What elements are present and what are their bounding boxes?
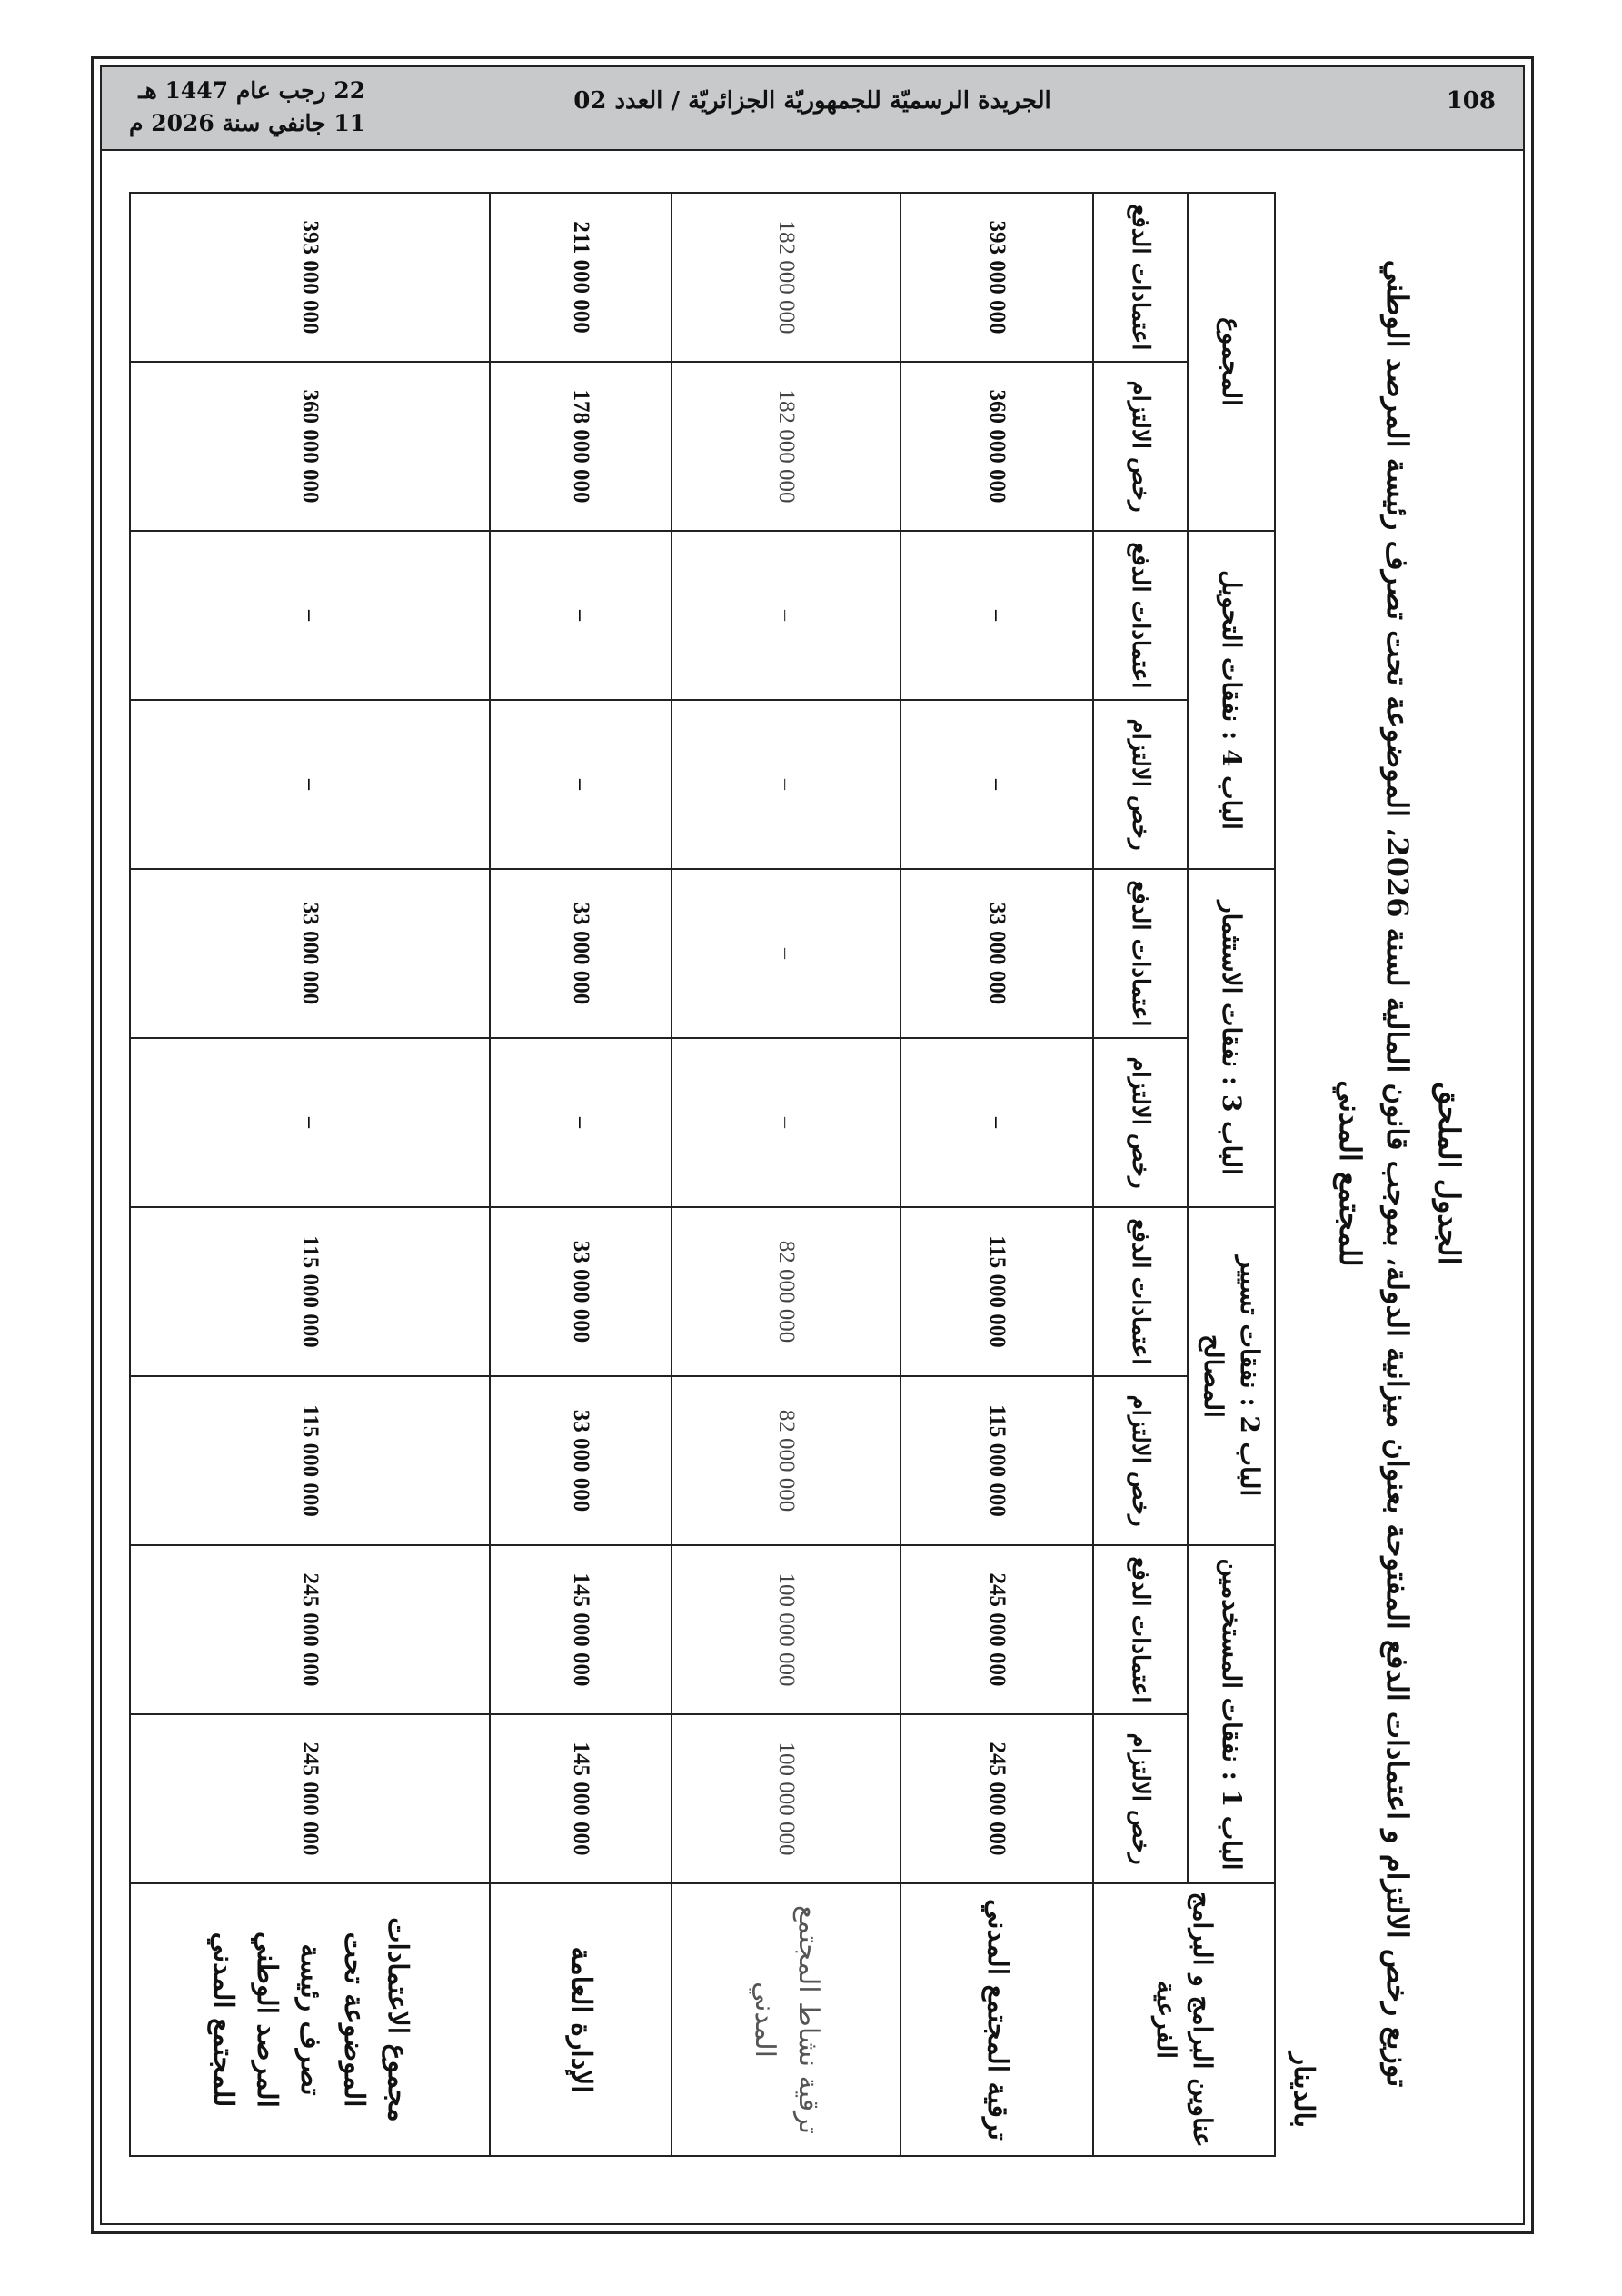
table-row — [672, 193, 901, 2156]
table-row-total — [130, 193, 490, 2156]
value-cell: – — [672, 700, 901, 869]
sub-header-payment: اعتمادات الدفع — [1093, 1545, 1188, 1714]
row-program-name: ترقية المجتمع المدني — [901, 1883, 1093, 2156]
value-cell: – — [672, 1038, 901, 1207]
header-row-sub — [1093, 193, 1188, 2156]
value-cell: 245 000 000 — [130, 1714, 490, 1883]
value-cell: 182 000 000 — [672, 362, 901, 531]
group-header-total: المجموع — [1188, 193, 1275, 531]
value-cell: – — [672, 869, 901, 1038]
sub-header-commitment: رخص الالتزام — [1093, 700, 1188, 869]
value-cell: – — [490, 531, 672, 700]
program-header: عناوين البرامج و البرامج الفرعية — [1093, 1883, 1275, 2156]
date-hijri: 22 رجب عام 1447 هـ — [138, 77, 366, 104]
value-cell: 33 000 000 — [490, 1207, 672, 1376]
page-number: 108 — [1446, 87, 1496, 115]
value-cell: 33 000 000 — [901, 869, 1093, 1038]
group-header-2: الباب 2 : نفقات تسيير المصالح — [1188, 1207, 1275, 1545]
value-cell: 115 000 000 — [130, 1376, 490, 1545]
date-gregorian: 11 جانفي سنة 2026 م — [129, 110, 366, 136]
value-cell: 82 000 000 — [672, 1207, 901, 1376]
value-cell: 393 000 000 — [901, 193, 1093, 362]
journal-header — [102, 67, 1523, 151]
value-cell: – — [901, 531, 1093, 700]
value-cell: 360 000 000 — [130, 362, 490, 531]
value-cell: 245 000 000 — [901, 1545, 1093, 1714]
header-row-groups — [1188, 193, 1275, 2156]
value-cell: 115 000 000 — [130, 1207, 490, 1376]
value-cell: – — [130, 531, 490, 700]
sub-header-payment: اعتمادات الدفع — [1093, 1207, 1188, 1376]
value-cell: 33 000 000 — [490, 1376, 672, 1545]
value-cell: 115 000 000 — [901, 1207, 1093, 1376]
value-cell: 393 000 000 — [130, 193, 490, 362]
value-cell: 115 000 000 — [901, 1376, 1093, 1545]
value-cell: 245 000 000 — [130, 1545, 490, 1714]
journal-title: الجريدة الرسميّة للجمهوريّة الجزائريّة / العدد 02 — [573, 87, 1051, 115]
annex-table-label: الجدول الملحق — [1432, 1082, 1467, 1265]
value-cell: 360 000 000 — [901, 362, 1093, 531]
value-cell: 145 000 000 — [490, 1545, 672, 1714]
value-cell: – — [672, 531, 901, 700]
sub-header-commitment: رخص الالتزام — [1093, 1376, 1188, 1545]
value-cell: 211 000 000 — [490, 193, 672, 362]
value-cell: 33 000 000 — [490, 869, 672, 1038]
row-program-name: الإدارة العامة — [490, 1883, 672, 2156]
row-program-name: ترقية نشاط المجتمع المدني — [672, 1883, 901, 2156]
currency-unit: بالدينار — [1288, 2051, 1319, 2128]
rotated-table-section — [182, 192, 1472, 2155]
table-title: توزيع رخص الالتزام و اعتمادات الدفع المفتوحة بعنوان ميزانية الدولة، بموجب قانون المالية لسنة 2026، الموضوعة تحت تصرف رئيسة المرصد الوطني للمجتمع المدني — [1333, 259, 1415, 2088]
issue-date — [129, 75, 365, 140]
sub-header-payment: اعتمادات الدفع — [1093, 869, 1188, 1038]
value-cell: – — [901, 1038, 1093, 1207]
credits-distribution-table — [129, 192, 1276, 2157]
value-cell: 145 000 000 — [490, 1714, 672, 1883]
value-cell: – — [490, 700, 672, 869]
value-cell: – — [130, 700, 490, 869]
value-cell: – — [130, 1038, 490, 1207]
sub-header-commitment: رخص الالتزام — [1093, 362, 1188, 531]
sub-header-commitment: رخص الالتزام — [1093, 1714, 1188, 1883]
row-program-name: مجموع الاعتمادات الموضوعة تحت تصرف رئيسة المرصد الوطني للمجتمع المدني — [130, 1883, 490, 2156]
value-cell: 100 000 000 — [672, 1714, 901, 1883]
sub-header-commitment: رخص الالتزام — [1093, 1038, 1188, 1207]
value-cell: 182 000 000 — [672, 193, 901, 362]
value-cell: 245 000 000 — [901, 1714, 1093, 1883]
group-header-4: الباب 4 : نفقات التحويل — [1188, 531, 1275, 869]
table-row — [490, 193, 672, 2156]
value-cell: 178 000 000 — [490, 362, 672, 531]
table-row — [901, 193, 1093, 2156]
group-header-3: الباب 3 : نفقات الاستثمار — [1188, 869, 1275, 1207]
value-cell: – — [901, 700, 1093, 869]
value-cell: 82 000 000 — [672, 1376, 901, 1545]
value-cell: 100 000 000 — [672, 1545, 901, 1714]
sub-header-payment: اعتمادات الدفع — [1093, 193, 1188, 362]
value-cell: – — [490, 1038, 672, 1207]
group-header-1: الباب 1 : نفقات المستخدمين — [1188, 1545, 1275, 1883]
value-cell: 33 000 000 — [130, 869, 490, 1038]
sub-header-payment: اعتمادات الدفع — [1093, 531, 1188, 700]
